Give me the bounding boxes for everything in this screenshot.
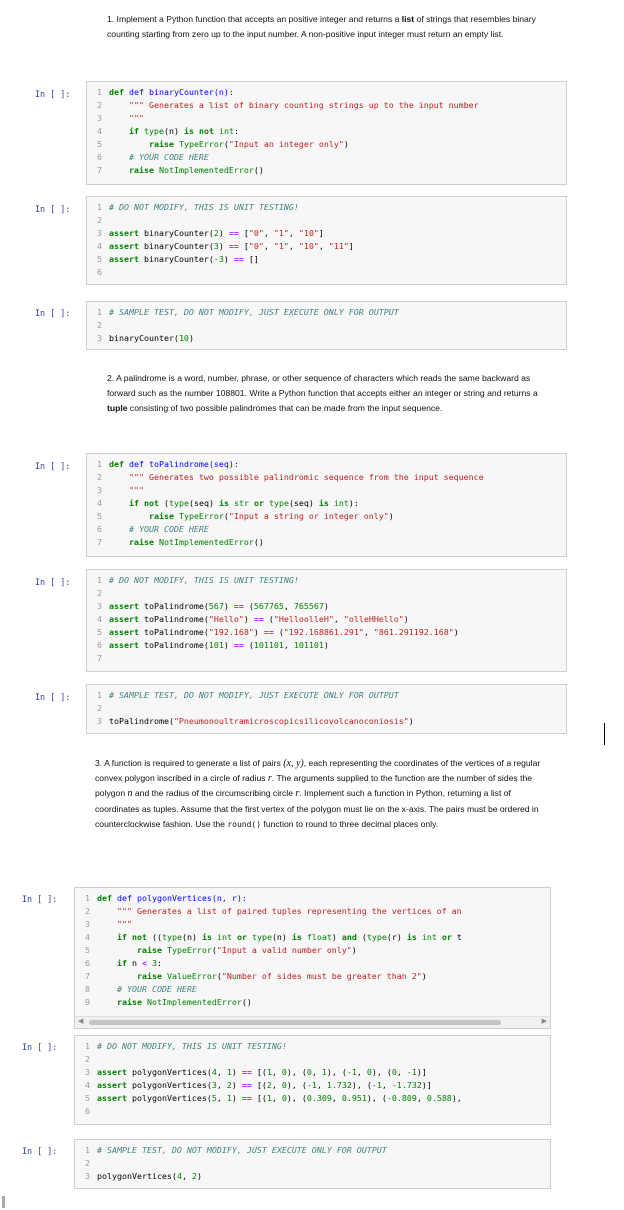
line-number: 2: [85, 1158, 90, 1168]
line-number: 2: [85, 1054, 90, 1064]
cell-prompt: In [ ]:: [35, 89, 71, 99]
line-number: 3: [97, 113, 102, 123]
q3-text: . Implement such a function in Python, returning a list of coordinates as tuples. Assume that the first vertex of the polygon must lie on the x-axis. The pairs must be ordered in counterclockwise fashion. Use the: [95, 788, 539, 829]
line-number: 5: [85, 1093, 90, 1103]
code-text: toPalindrome("Pneumonoultramicroscopicsilicovolcanoconiosis"): [109, 716, 414, 726]
scroll-right-arrow-icon[interactable]: ▶: [541, 1018, 547, 1025]
code-text: assert binaryCounter(2) == ["0", "1", "10"]: [109, 228, 324, 238]
line-number: 3: [85, 1171, 90, 1181]
code-cell-polygon-vertices-tests[interactable]: [74, 1035, 551, 1125]
line-number: 2: [97, 320, 102, 330]
q1-bold-list: list: [401, 14, 415, 24]
code-cell-polygon-vertices-sample[interactable]: [74, 1139, 551, 1189]
q3-math-r: r: [295, 788, 300, 800]
cell-prompt: In [ ]:: [22, 1146, 58, 1156]
line-number: 3: [97, 333, 102, 343]
q2-text: 2. A palindrome is a word, number, phrase, or other sequence of characters which reads the same backward as forward such as the number 108801. Write a Python function that accepts either an integer or string and returns a: [107, 373, 538, 399]
cell-prompt: In [ ]:: [22, 1042, 58, 1052]
line-number: 6: [85, 1106, 90, 1116]
q1-text-rest: of strings that resembles binary counting starting from zero up to the input number. A non-positive input integer must return an empty list.: [107, 14, 536, 40]
code-text: if n < 3:: [116, 958, 162, 968]
scrollbar-thumb[interactable]: [89, 1020, 501, 1025]
q3-code-round: round(): [227, 819, 262, 829]
code-text: raise TypeError("Input an integer only"): [148, 139, 349, 149]
q3-text: , each representing the coordinates of the vertices of a regular convex polygon inscribed in a circle of radius: [95, 758, 541, 784]
line-number: 5: [97, 139, 102, 149]
code-comment: # SAMPLE TEST, DO NOT MODIFY, JUST EXECUTE ONLY FOR OUTPUT: [97, 1145, 387, 1155]
q3-text-rest: function to round to three decimal places only.: [261, 818, 439, 829]
cell-prompt: In [ ]:: [35, 577, 71, 587]
markdown-question-3: [95, 756, 547, 832]
code-text: """ Generates a list of paired tuples representing the vertices of an: [97, 906, 462, 916]
cell-prompt: In [ ]:: [35, 461, 71, 471]
q2-text-rest: consisting of two possible palindromes that can be made from the input sequence.: [127, 403, 443, 414]
line-number: 5: [85, 945, 90, 955]
code-text: assert toPalindrome("192.168") == ("192.168861.291", "861.291192.168"): [109, 627, 459, 637]
line-number: 6: [97, 152, 102, 162]
line-number: 5: [97, 627, 102, 637]
line-number: 2: [97, 100, 102, 110]
q2-bold-tuple: tuple: [107, 403, 128, 414]
q3-text: . The arguments supplied to the function are the number of sides the polygon: [95, 773, 533, 799]
line-number: 4: [97, 498, 102, 508]
line-number: 5: [97, 254, 102, 264]
line-number: 3: [97, 716, 102, 726]
line-number: 4: [85, 1080, 90, 1090]
code-comment: # YOUR CODE HERE: [109, 524, 209, 534]
cell-prompt: In [ ]:: [22, 894, 58, 904]
code-text: """ Generates a list of binary counting strings up to the input number: [109, 100, 479, 110]
code-text: """: [109, 485, 144, 495]
line-number: 3: [97, 601, 102, 611]
code-comment: # DO NOT MODIFY, THIS IS UNIT TESTING!: [97, 1041, 287, 1051]
code-text: assert polygonVertices(3, 2) == [(2, 0), (-1, 1.732), (-1, -1.732)]: [97, 1080, 432, 1090]
line-number: 2: [97, 215, 102, 225]
code-cell-binary-counter-tests[interactable]: [86, 196, 567, 285]
cell-prompt: In [ ]:: [35, 692, 71, 702]
text-cursor-icon: [604, 723, 605, 745]
line-number: 6: [97, 267, 102, 277]
code-text: raise ValueError("Number of sides must be greater than 2"): [136, 971, 427, 981]
line-number: 3: [97, 228, 102, 238]
q3-text: 3. A function is required to generate a list of pairs: [95, 758, 284, 768]
line-number: 1: [97, 202, 102, 212]
code-comment: # SAMPLE TEST, DO NOT MODIFY, JUST EXECUTE ONLY FOR OUTPUT: [109, 307, 399, 317]
line-number: 3: [97, 485, 102, 495]
code-text: binaryCounter(10): [109, 333, 194, 343]
page-edge-mark: [2, 1196, 5, 1208]
line-number: 1: [85, 893, 90, 903]
line-number: 1: [97, 690, 102, 700]
code-cell-to-palindrome-sample[interactable]: [86, 684, 567, 734]
code-comment: # DO NOT MODIFY, THIS IS UNIT TESTING!: [109, 202, 299, 212]
q1-text: 1. Implement a Python function that accepts an positive integer and returns a: [107, 14, 402, 24]
code-text: assert toPalindrome(101) == (101101, 101101): [109, 640, 329, 650]
code-cell-to-palindrome-tests[interactable]: [86, 569, 567, 672]
code-comment: # DO NOT MODIFY, THIS IS UNIT TESTING!: [109, 575, 299, 585]
line-number: 7: [97, 653, 102, 663]
line-number: 1: [97, 459, 102, 469]
code-cell-to-palindrome-def[interactable]: 1 def def toPalindrome(seq): 2 """ Generates two possible palindromic sequence from the input sequence 3 """ 4 if not (type(seq) is str or type(seq) is int): 5 raise TypeError("Input a string or integer only") 6 # YOUR CODE HERE 7 raise NotImplementedError(): [86, 453, 567, 557]
code-text: assert binaryCounter(-3) == []: [109, 254, 259, 264]
code-text: """: [109, 113, 144, 123]
code-comment: # YOUR CODE HERE: [97, 984, 197, 994]
code-comment: # YOUR CODE HERE: [109, 152, 209, 162]
line-number: 1: [97, 307, 102, 317]
code-cell-binary-counter-def[interactable]: [86, 81, 567, 185]
markdown-question-1: [107, 12, 547, 42]
line-number: 6: [97, 524, 102, 534]
q3-text: and the radius of the circumscribing circle: [132, 788, 296, 799]
q3-math-n: n: [127, 788, 133, 800]
line-number: 7: [97, 165, 102, 175]
line-number: 4: [85, 932, 90, 942]
code-text: raise TypeError("Input a string or integer only"): [148, 511, 394, 521]
line-number: 4: [97, 126, 102, 136]
code-text: """: [97, 919, 132, 929]
code-text: assert binaryCounter(3) == ["0", "1", "10", "11"]: [109, 241, 354, 251]
markdown-question-2: [107, 371, 547, 417]
line-number: 2: [97, 472, 102, 482]
code-text: raise TypeError("Input a valid number only"): [136, 945, 357, 955]
code-text: assert toPalindrome("Hello") == ("HelloolleH", "olleHHello"): [109, 614, 409, 624]
line-number: 8: [85, 984, 90, 994]
scroll-left-arrow-icon[interactable]: ◀: [78, 1018, 84, 1025]
code-text: if not (type(seq) is str or type(seq) is int):: [128, 498, 359, 508]
code-text: assert toPalindrome(567) == (567765, 765567): [109, 601, 329, 611]
line-number: 1: [97, 575, 102, 585]
code-cell-polygon-vertices-def[interactable]: 1 def def polygonVertices(n, r): 2 """ Generates a list of paired tuples representing the vertices of an 3 """ 4 if not ((type(n) is int or type(n) is float) and (type(r) is int or t 5 raise TypeError("Input a valid number only") 6 if n < 3: 7 raise ValueError("Number of sides must be greater than 2") 8 # YOUR CODE HERE 9 raise NotImplementedError() ◀ ▶: [74, 887, 551, 1029]
line-number: 2: [97, 703, 102, 713]
line-number: 4: [97, 614, 102, 624]
cell-prompt: In [ ]:: [35, 204, 71, 214]
code-line: def def binaryCounter(n):: [109, 87, 234, 97]
code-text: assert polygonVertices(5, 1) == [(1, 0), (0.309, 0.951), (-0.809, 0.588),: [97, 1093, 462, 1103]
line-number: 7: [85, 971, 90, 981]
code-text: if type(n) is not int:: [128, 126, 239, 136]
code-text: """ Generates two possible palindromic sequence from the input sequence: [109, 472, 484, 482]
line-number: 1: [85, 1041, 90, 1051]
line-number: 6: [85, 958, 90, 968]
code-text: def toPalindrome(seq):: [129, 459, 239, 469]
code-text: raise NotImplementedError(): [116, 997, 252, 1007]
code-text: raise NotImplementedError(): [128, 537, 264, 547]
code-text: polygonVertices(4, 2): [97, 1171, 202, 1181]
line-number: 3: [85, 1067, 90, 1077]
line-number: 1: [85, 1145, 90, 1155]
q3-math-r: r: [267, 773, 272, 785]
code-text: def polygonVertices(n, r):: [117, 893, 247, 903]
line-number: 9: [85, 997, 90, 1007]
code-text: if not ((type(n) is int or type(n) is float) and (type(r) is int or t: [116, 932, 462, 942]
code-cell-binary-counter-sample[interactable]: [86, 301, 567, 350]
line-number: 7: [97, 537, 102, 547]
line-number: 1: [97, 87, 102, 97]
code-text: raise NotImplementedError(): [128, 165, 264, 175]
code-text: def binaryCounter(n):: [129, 87, 234, 97]
line-number: 4: [97, 241, 102, 251]
q3-math-xy: (x, y): [283, 758, 304, 769]
line-number: 3: [85, 919, 90, 929]
line-number: 2: [85, 906, 90, 916]
line-number: 2: [97, 588, 102, 598]
cell-prompt: In [ ]:: [35, 308, 71, 318]
horizontal-scrollbar[interactable]: [75, 1016, 550, 1028]
line-number: 5: [97, 511, 102, 521]
code-comment: # SAMPLE TEST, DO NOT MODIFY, JUST EXECUTE ONLY FOR OUTPUT: [109, 690, 399, 700]
line-number: 6: [97, 640, 102, 650]
code-text: assert polygonVertices(4, 1) == [(1, 0), (0, 1), (-1, 0), (0, -1)]: [97, 1067, 427, 1077]
